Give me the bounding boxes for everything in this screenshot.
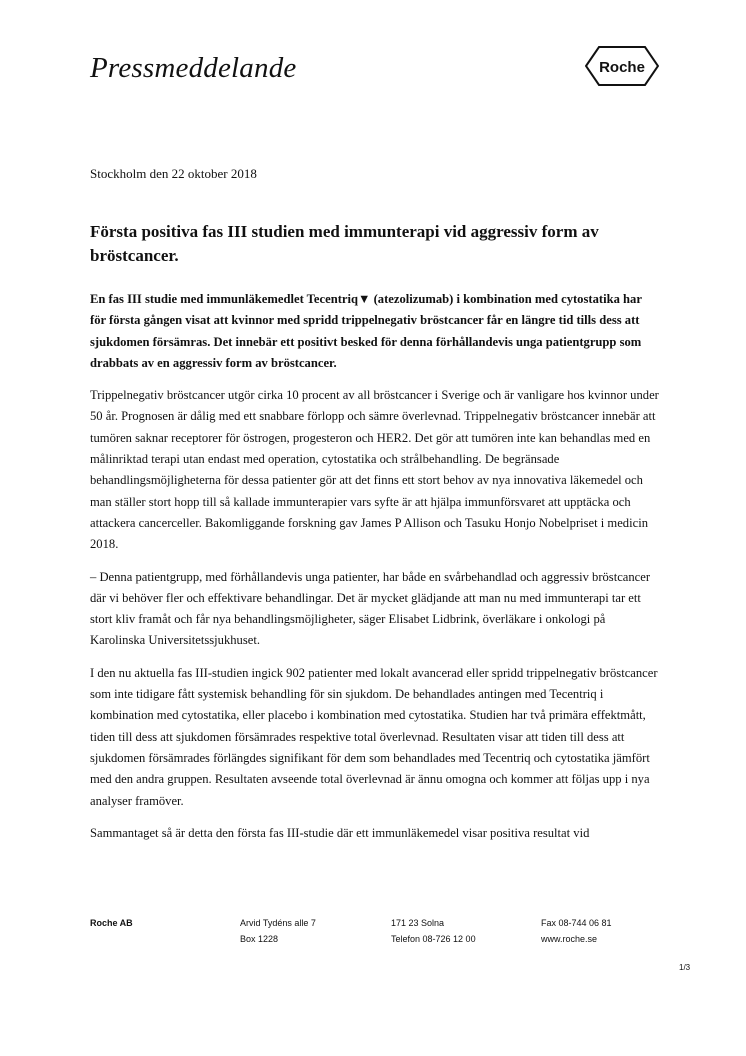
paragraph-3: I den nu aktuella fas III-studien ingick 902 patienter med lokalt avancerad eller spridd trippelnegativ bröstcancer som inte tidigare fått systemisk behandling för sin sjukdom. De behandlades antingen med Tecentriq i kombination med cytostatika, eller placebo i kombination med cytostatika. Studien har två primära effektmått, tiden till dess att sjukdomen försämrades respektive total överlevnad. Resultaten visar att tiden till dess att sjukdomen försämrades förlängdes signifikant för dem som behandlades med Tecentriq och cytostatika jämfört med den andra gruppen. Resultaten avseende total överlevnad är ännu omogna och kommer att följas upp i nya analyser framöver. (90, 665, 658, 808)
footer-company-name: Roche AB (90, 918, 133, 928)
page-number: 1/3 (679, 963, 691, 972)
footer-contact (391, 915, 476, 947)
body-text (90, 289, 660, 855)
footer-box: Box 1228 (240, 934, 279, 944)
footer-address (240, 915, 316, 947)
headline: Första positiva fas III studien med immunterapi vid aggressiv form av bröstcancer. (90, 222, 599, 265)
paragraph-2: – Denna patientgrupp, med förhållandevis unga patienter, har både en svårbehandlad och aggressiv bröstcancer där vi behöver fler och effektivare behandlingar. Det är mycket glädjande att man nu med immunterapi tar ett stort kliv framåt och får nya behandlingsmöjligheter, säger Elisabet Lidbrink, överläkare i onkologi på Karolinska Universitetssjukhuset. (90, 569, 651, 648)
footer-postal: 171 23 Solna (391, 918, 445, 928)
page-title: Pressmeddelande (90, 52, 297, 84)
lead-paragraph: En fas III studie med immunläkemedlet Tecentriq▼ (atezolizumab) i kombination med cytostatika har för första gången visat att kvinnor med spridd trippelnegativ bröstcancer får en längre tid tills dess att sjukdomen försämras. Det innebär ett positivt besked för denna förhållandevis unga patientgrupp som drabbats av en aggressiv form av bröstcancer. (90, 292, 642, 370)
paragraph-1: Trippelnegativ bröstcancer utgör cirka 10 procent av all bröstcancer i Sverige och är vanligare hos kvinnor under 50 år. Prognosen är dålig med ett snabbare förlopp och sämre överlevnad. Trippelnegativ bröstcancer innebär att tumören saknar receptorer för östrogen, progesteron och HER2. Det gör att tumören inte kan behandlas med en målinriktad terapi utan endast med operation, cytostatika och strålbehandling. De begränsade behandlingsmöjligheterna för dessa patienter gör att det finns ett stort behov av nya innovativa läkemedel och man ställer stort hopp till så kallade immunterapier vars syfte är att hjälpa immunförsvaret att upptäcka och attackera cancerceller. Bakomliggande forskning gav James P Allison och Tasuku Honjo Nobelpriset i medicin 2018. (90, 388, 659, 552)
footer-phone: Telefon 08-726 12 00 (391, 934, 476, 944)
footer-fax: Fax 08-744 06 81 (541, 918, 612, 928)
roche-logo (585, 45, 659, 87)
paragraph-4: Sammantaget så är detta den första fas III-studie där ett immunläkemedel visar positiva resultat vid (90, 825, 590, 840)
logo-text: Roche (599, 59, 645, 76)
footer-company (90, 915, 133, 931)
footer-street: Arvid Tydéns alle 7 (240, 918, 316, 928)
footer-web: www.roche.se (541, 934, 598, 944)
dateline: Stockholm den 22 oktober 2018 (90, 166, 257, 181)
footer-fax-web (541, 915, 612, 947)
